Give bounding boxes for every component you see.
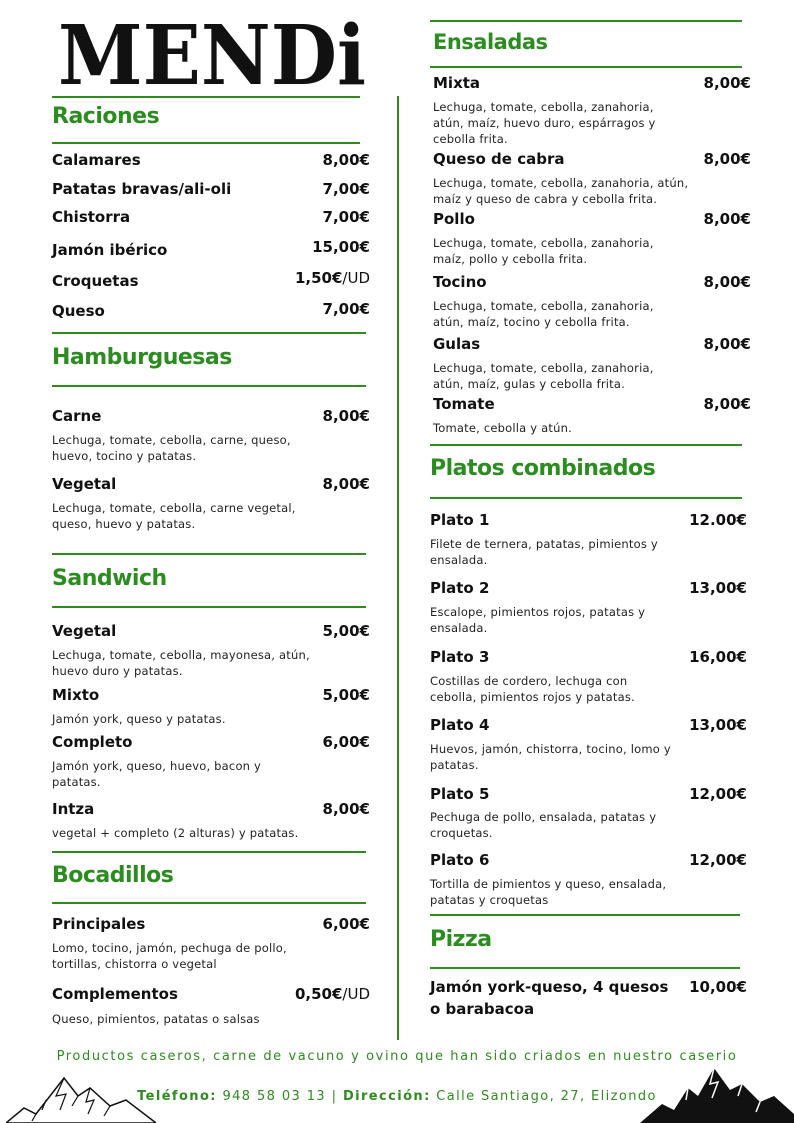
item-price-value: 0,50€	[294, 985, 343, 1003]
item-price: 5,00€	[322, 686, 370, 704]
item-price: 8,00€	[703, 210, 751, 228]
menu-item	[430, 511, 747, 531]
item-description: Pechuga de pollo, ensalada, patatas y croquetas.	[430, 810, 657, 840]
item-name: Tocino	[433, 273, 487, 291]
separator: |	[331, 1089, 338, 1104]
item-name: Plato 6	[430, 851, 490, 869]
section-title-platos-combinados: Platos combinados	[430, 456, 656, 481]
item-price: 8,00€	[703, 273, 751, 291]
item-price: 15,00€	[312, 238, 370, 256]
item-description: Lechuga, tomate, cebolla, zanahoria, atún, maíz, huevo duro, espárragos y cebolla frita.	[433, 100, 656, 146]
item-name: Pollo	[433, 210, 475, 228]
item-name: Intza	[52, 800, 95, 818]
item-price: 7,00€	[322, 208, 370, 226]
item-price-unit: /UD	[342, 269, 370, 287]
item-name: Principales	[52, 915, 146, 933]
item-price-unit: /UD	[342, 985, 370, 1003]
footer-contact	[0, 1089, 794, 1104]
item-name: Mixta	[433, 74, 481, 92]
item-name: Complementos	[52, 985, 178, 1003]
address-label: Dirección:	[342, 1089, 431, 1104]
item-name: Tomate	[433, 395, 495, 413]
item-price: 7,00€	[322, 180, 370, 198]
menu-item	[430, 579, 747, 599]
item-price: 8,00€	[322, 475, 370, 493]
item-price-value: 1,50€	[294, 269, 343, 287]
item-description: Lechuga, tomate, cebolla, zanahoria, atún, maíz, tocino y cebolla frita.	[433, 299, 654, 329]
menu-item	[52, 269, 370, 289]
menu-item	[430, 851, 747, 871]
divider	[52, 142, 360, 144]
item-price: 12.00€	[689, 511, 747, 529]
item-name: Calamares	[52, 151, 141, 169]
section-title-bocadillos: Bocadillos	[52, 863, 174, 888]
item-name: Patatas bravas/ali-oli	[52, 180, 232, 198]
item-name: Completo	[52, 733, 133, 751]
item-name: Gulas	[433, 335, 481, 353]
divider	[52, 902, 366, 904]
divider	[52, 851, 366, 853]
item-name: Carne	[52, 407, 102, 425]
menu-item	[430, 785, 747, 805]
divider	[430, 914, 740, 916]
divider	[52, 553, 366, 555]
section-title-raciones: Raciones	[52, 104, 160, 129]
item-price: 8,00€	[703, 150, 751, 168]
item-price: 8,00€	[703, 74, 751, 92]
item-name: Plato 2	[430, 579, 490, 597]
item-price: 13,00€	[689, 716, 747, 734]
item-description: Lechuga, tomate, cebolla, zanahoria, atún, maíz y queso de cabra y cebolla frita.	[433, 176, 689, 206]
menu-item	[52, 151, 370, 171]
divider	[430, 66, 742, 68]
item-price: 8,00€	[322, 407, 370, 425]
section-title-hamburguesas: Hamburguesas	[52, 345, 232, 370]
item-description: Escalope, pimientos rojos, patatas y ensalada.	[430, 605, 646, 635]
menu-item	[433, 273, 751, 293]
divider	[52, 385, 366, 387]
item-description: Tortilla de pimientos y queso, ensalada, patatas y croquetas	[430, 877, 667, 907]
divider	[52, 96, 360, 98]
menu-item	[433, 74, 751, 94]
menu-item	[52, 985, 370, 1005]
section-title-ensaladas: Ensaladas	[433, 30, 548, 54]
item-price: 8,00€	[322, 800, 370, 818]
item-description: Lechuga, tomate, cebolla, mayonesa, atún, huevo duro y patatas.	[52, 648, 310, 678]
divider	[430, 20, 742, 22]
menu-item	[52, 208, 370, 228]
item-name: Chistorra	[52, 208, 131, 226]
item-price: 8,00€	[322, 151, 370, 169]
divider	[52, 606, 366, 608]
menu-item	[430, 716, 747, 736]
item-description: Filete de ternera, patatas, pimientos y ensalada.	[430, 537, 658, 567]
menu-item	[52, 686, 370, 706]
divider	[430, 967, 740, 969]
item-price: 10,00€	[689, 978, 747, 996]
item-description: Lechuga, tomate, cebolla, carne vegetal, queso, huevo y patatas.	[52, 501, 296, 531]
item-description: Lechuga, tomate, cebolla, zanahoria, atún, maíz, gulas y cebolla frita.	[433, 361, 654, 391]
item-description: Queso, pimientos, patatas o salsas	[52, 1012, 260, 1026]
item-price: 5,00€	[322, 622, 370, 640]
menu-item	[52, 733, 370, 753]
item-price: 6,00€	[322, 733, 370, 751]
item-description: Costillas de cordero, lechuga con cebolla, pimientos rojos y patatas.	[430, 674, 635, 704]
menu-item	[433, 150, 751, 170]
item-name: Mixto	[52, 686, 100, 704]
menu-item	[52, 180, 370, 200]
menu-item	[433, 335, 751, 355]
menu-item	[433, 210, 751, 230]
item-price	[295, 269, 370, 287]
item-price	[295, 985, 370, 1003]
menu-item	[52, 407, 370, 427]
address: Calle Santiago, 27, Elizondo	[436, 1089, 657, 1104]
item-name: Plato 1	[430, 511, 490, 529]
phone-number[interactable]: 948 58 03 13	[222, 1089, 327, 1104]
item-price: 8,00€	[703, 335, 751, 353]
item-price: 12,00€	[689, 851, 747, 869]
menu-item	[52, 622, 370, 642]
menu-item	[52, 475, 370, 495]
item-price: 6,00€	[322, 915, 370, 933]
item-description: Lechuga, tomate, cebolla, carne, queso, huevo, tocino y patatas.	[52, 433, 291, 463]
item-name: Plato 5	[430, 785, 490, 803]
menu-item	[430, 648, 747, 668]
column-divider	[397, 96, 399, 1040]
section-title-pizza: Pizza	[430, 927, 492, 952]
section-title-sandwich: Sandwich	[52, 566, 167, 591]
item-name: Croquetas	[52, 272, 139, 290]
item-name-line-1: Jamón york-queso, 4 quesos	[430, 978, 669, 996]
item-price: 8,00€	[703, 395, 751, 413]
logo-text: MENDi	[58, 14, 366, 90]
item-description: Jamón york, queso, huevo, bacon y patatas.	[52, 759, 262, 789]
menu-item	[433, 395, 751, 415]
item-price: 13,00€	[689, 579, 747, 597]
item-name: Queso	[52, 302, 105, 320]
menu-item	[430, 978, 747, 1022]
item-description: vegetal + completo (2 alturas) y patatas.	[52, 826, 299, 840]
item-name: Plato 4	[430, 716, 490, 734]
item-name: Jamón ibérico	[52, 241, 168, 259]
item-name: Vegetal	[52, 475, 117, 493]
item-name: Plato 3	[430, 648, 490, 666]
item-price: 16,00€	[689, 648, 747, 666]
item-description: Lechuga, tomate, cebolla, zanahoria, maíz, pollo y cebolla frita.	[433, 236, 654, 266]
menu-item	[52, 800, 370, 820]
divider	[52, 332, 366, 334]
menu-item	[52, 238, 370, 258]
item-description: Huevos, jamón, chistorra, tocino, lomo y patatas.	[430, 742, 671, 772]
menu-item	[52, 300, 370, 320]
item-name-line-2: o barabacoa	[430, 1000, 535, 1018]
item-description: Lomo, tocino, jamón, pechuga de pollo, tortillas, chistorra o vegetal	[52, 941, 287, 971]
phone-label: Teléfono:	[137, 1089, 217, 1104]
divider	[430, 444, 742, 446]
item-name: Queso de cabra	[433, 150, 565, 168]
item-price: 12,00€	[689, 785, 747, 803]
footer-tagline: Productos caseros, carne de vacuno y ovino que han sido criados en nuestro caserio	[56, 1049, 738, 1064]
divider	[430, 497, 742, 499]
item-description: Tomate, cebolla y atún.	[433, 421, 572, 435]
item-name: Vegetal	[52, 622, 117, 640]
item-description: Jamón york, queso y patatas.	[52, 712, 226, 726]
item-price: 7,00€	[322, 300, 370, 318]
menu-item	[52, 915, 370, 935]
restaurant-logo	[58, 14, 368, 90]
